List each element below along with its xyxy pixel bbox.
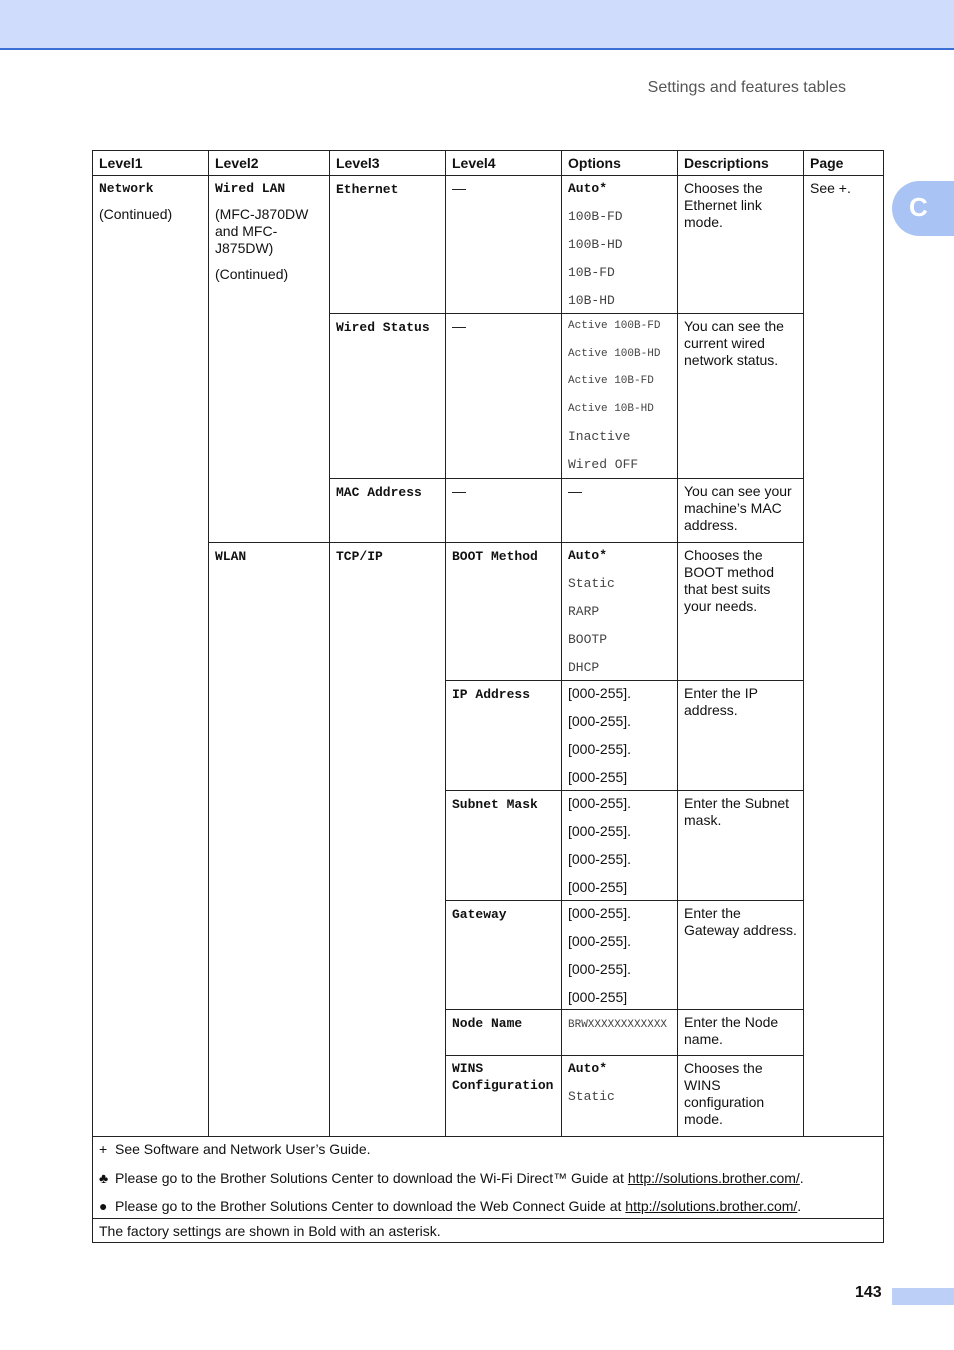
option: 10B-HD: [568, 293, 615, 308]
level3-name: Wired Status: [336, 320, 430, 335]
solutions-center-link[interactable]: http://solutions.brother.com/: [625, 1198, 798, 1214]
option-default: Auto*: [568, 548, 608, 563]
options-cell: [562, 314, 678, 479]
description: You can see your machine’s MAC address.: [684, 483, 792, 533]
options-cell: [562, 1056, 678, 1137]
description-cell: [678, 479, 804, 543]
option: [000-255]: [568, 879, 628, 895]
top-band: [0, 0, 954, 50]
option: Inactive: [568, 429, 631, 444]
option: [000-255].: [568, 795, 632, 811]
description: Chooses the WINS configuration mode.: [684, 1060, 765, 1127]
notes-cell: [93, 1137, 884, 1219]
option: [000-255].: [568, 933, 632, 949]
option: Wired OFF: [568, 456, 639, 472]
option: [000-255].: [568, 961, 632, 977]
level4-name: Subnet Mask: [452, 797, 538, 812]
chapter-tab-label: C: [909, 192, 928, 222]
level3-name: TCP/IP: [336, 549, 383, 564]
bullet-mark-icon: ●: [99, 1198, 108, 1214]
level2-name: WLAN: [215, 549, 247, 564]
level4-cell: [446, 1010, 562, 1056]
page-number: 143: [855, 1284, 882, 1301]
description-cell: [678, 791, 804, 901]
option: [000-255].: [568, 905, 632, 921]
level1-name: Network: [99, 181, 154, 196]
description: Enter the Node name.: [684, 1014, 779, 1047]
option: [000-255].: [568, 741, 632, 757]
option: [000-255].: [568, 851, 632, 867]
column-header: Page: [804, 151, 884, 176]
description-cell: [678, 901, 804, 1010]
level1-cell: [93, 176, 209, 1137]
note-item: [99, 1141, 877, 1170]
options-cell: [562, 543, 678, 681]
option-default: Auto*: [568, 1061, 608, 1076]
note-text: See Software and Network User’s Guide.: [115, 1141, 371, 1157]
level4-name: WINS: [452, 1061, 484, 1076]
option: Active 10B-HD: [568, 402, 654, 415]
options-cell: [562, 1010, 678, 1056]
factory-note-cell: [93, 1219, 884, 1243]
table-row: [93, 543, 884, 681]
page-cell: [804, 176, 884, 1137]
option: DHCP: [568, 660, 600, 675]
column-header: Level2: [209, 151, 330, 176]
page-number-bar: [892, 1288, 954, 1305]
level2-models: (MFC-J870DW and MFC-J875DW): [215, 206, 309, 256]
dash: —: [452, 483, 466, 499]
column-header: Descriptions: [678, 151, 804, 176]
description-cell: [678, 176, 804, 314]
option: [000-255].: [568, 713, 632, 729]
option: BRWXXXXXXXXXXXX: [568, 1019, 668, 1031]
description: Enter the Subnet mask.: [684, 795, 790, 828]
description-cell: [678, 681, 804, 791]
note-item: [99, 1198, 877, 1216]
club-mark-icon: ♣: [99, 1169, 109, 1186]
level3-cell: [330, 543, 446, 1137]
chapter-tab: [892, 181, 954, 236]
factory-note: The factory settings are shown in Bold with an asterisk.: [99, 1223, 441, 1239]
dash: —: [452, 318, 466, 334]
dash: —: [452, 180, 466, 196]
description-cell: [678, 543, 804, 681]
column-header: Level3: [330, 151, 446, 176]
note-end: .: [797, 1198, 802, 1214]
options-cell: [562, 681, 678, 791]
description: Chooses the BOOT method that best suits your needs.: [684, 547, 775, 614]
level2-name: Wired LAN: [215, 181, 286, 196]
option: [000-255]: [568, 989, 628, 1005]
solutions-center-link[interactable]: http://solutions.brother.com/: [627, 1169, 800, 1186]
description: You can see the current wired network status.: [684, 318, 784, 368]
factory-note-row: [93, 1219, 884, 1243]
description: Enter the IP address.: [684, 685, 758, 718]
level2-cell: [209, 176, 330, 543]
level3-name: Ethernet: [336, 182, 399, 197]
page-header-title: Settings and features tables: [647, 79, 846, 96]
option: 100B-FD: [568, 209, 623, 224]
table-row: [93, 176, 884, 314]
level4-cell: [446, 1056, 562, 1137]
level4-cell: [446, 901, 562, 1010]
note-text: Please go to the Brother Solutions Center to download the Web Connect Guide at: [115, 1198, 626, 1214]
level4-cell: [446, 176, 562, 314]
options-cell: [562, 791, 678, 901]
options-cell: [562, 479, 678, 543]
option: 100B-HD: [568, 237, 623, 252]
level2-note: (Continued): [215, 266, 289, 282]
note-end: .: [799, 1169, 804, 1186]
option: [000-255].: [568, 823, 632, 839]
option: Active 100B-FD: [568, 320, 661, 332]
level4-cell: [446, 314, 562, 479]
description-cell: [678, 1010, 804, 1056]
level2-cell: [209, 543, 330, 1137]
dash: —: [568, 483, 582, 499]
level4-name: IP Address: [452, 687, 531, 702]
option: 10B-FD: [568, 265, 615, 280]
description-cell: [678, 1056, 804, 1137]
level4-cell: [446, 543, 562, 681]
level4-name-continued: Configuration: [452, 1078, 554, 1093]
level4-name: BOOT Method: [452, 549, 538, 564]
option: RARP: [568, 604, 600, 619]
level4-name: Node Name: [452, 1016, 523, 1031]
plus-mark-icon: +: [99, 1141, 108, 1157]
description-cell: [678, 314, 804, 479]
level3-cell: [330, 479, 446, 543]
note-text: Please go to the Brother Solutions Center to download the Wi-Fi Direct™ Guide at: [115, 1169, 628, 1186]
options-cell: [562, 901, 678, 1010]
level3-name: MAC Address: [336, 485, 422, 500]
description: Enter the Gateway address.: [684, 905, 797, 938]
column-header: Options: [562, 151, 678, 176]
level4-cell: [446, 681, 562, 791]
column-header: Level1: [93, 151, 209, 176]
option: Active 100B-HD: [568, 347, 661, 360]
options-cell: [562, 176, 678, 314]
column-header: Level4: [446, 151, 562, 176]
level4-cell: [446, 479, 562, 543]
settings-table: [92, 150, 884, 1243]
level1-note: (Continued): [99, 206, 173, 222]
notes-row: [93, 1137, 884, 1219]
option: Active 10B-FD: [568, 375, 654, 387]
option: Static: [568, 576, 615, 591]
level3-cell: [330, 314, 446, 479]
option-default: Auto*: [568, 181, 608, 196]
page-reference: See +.: [810, 180, 851, 196]
option: [000-255].: [568, 685, 632, 701]
option: [000-255]: [568, 769, 628, 785]
option: Static: [568, 1089, 615, 1104]
description: Chooses the Ethernet link mode.: [684, 180, 763, 230]
table-header-row: [93, 151, 884, 176]
note-item: [99, 1170, 877, 1199]
option: BOOTP: [568, 632, 608, 647]
level4-cell: [446, 791, 562, 901]
level3-cell: [330, 176, 446, 314]
level4-name: Gateway: [452, 907, 507, 922]
